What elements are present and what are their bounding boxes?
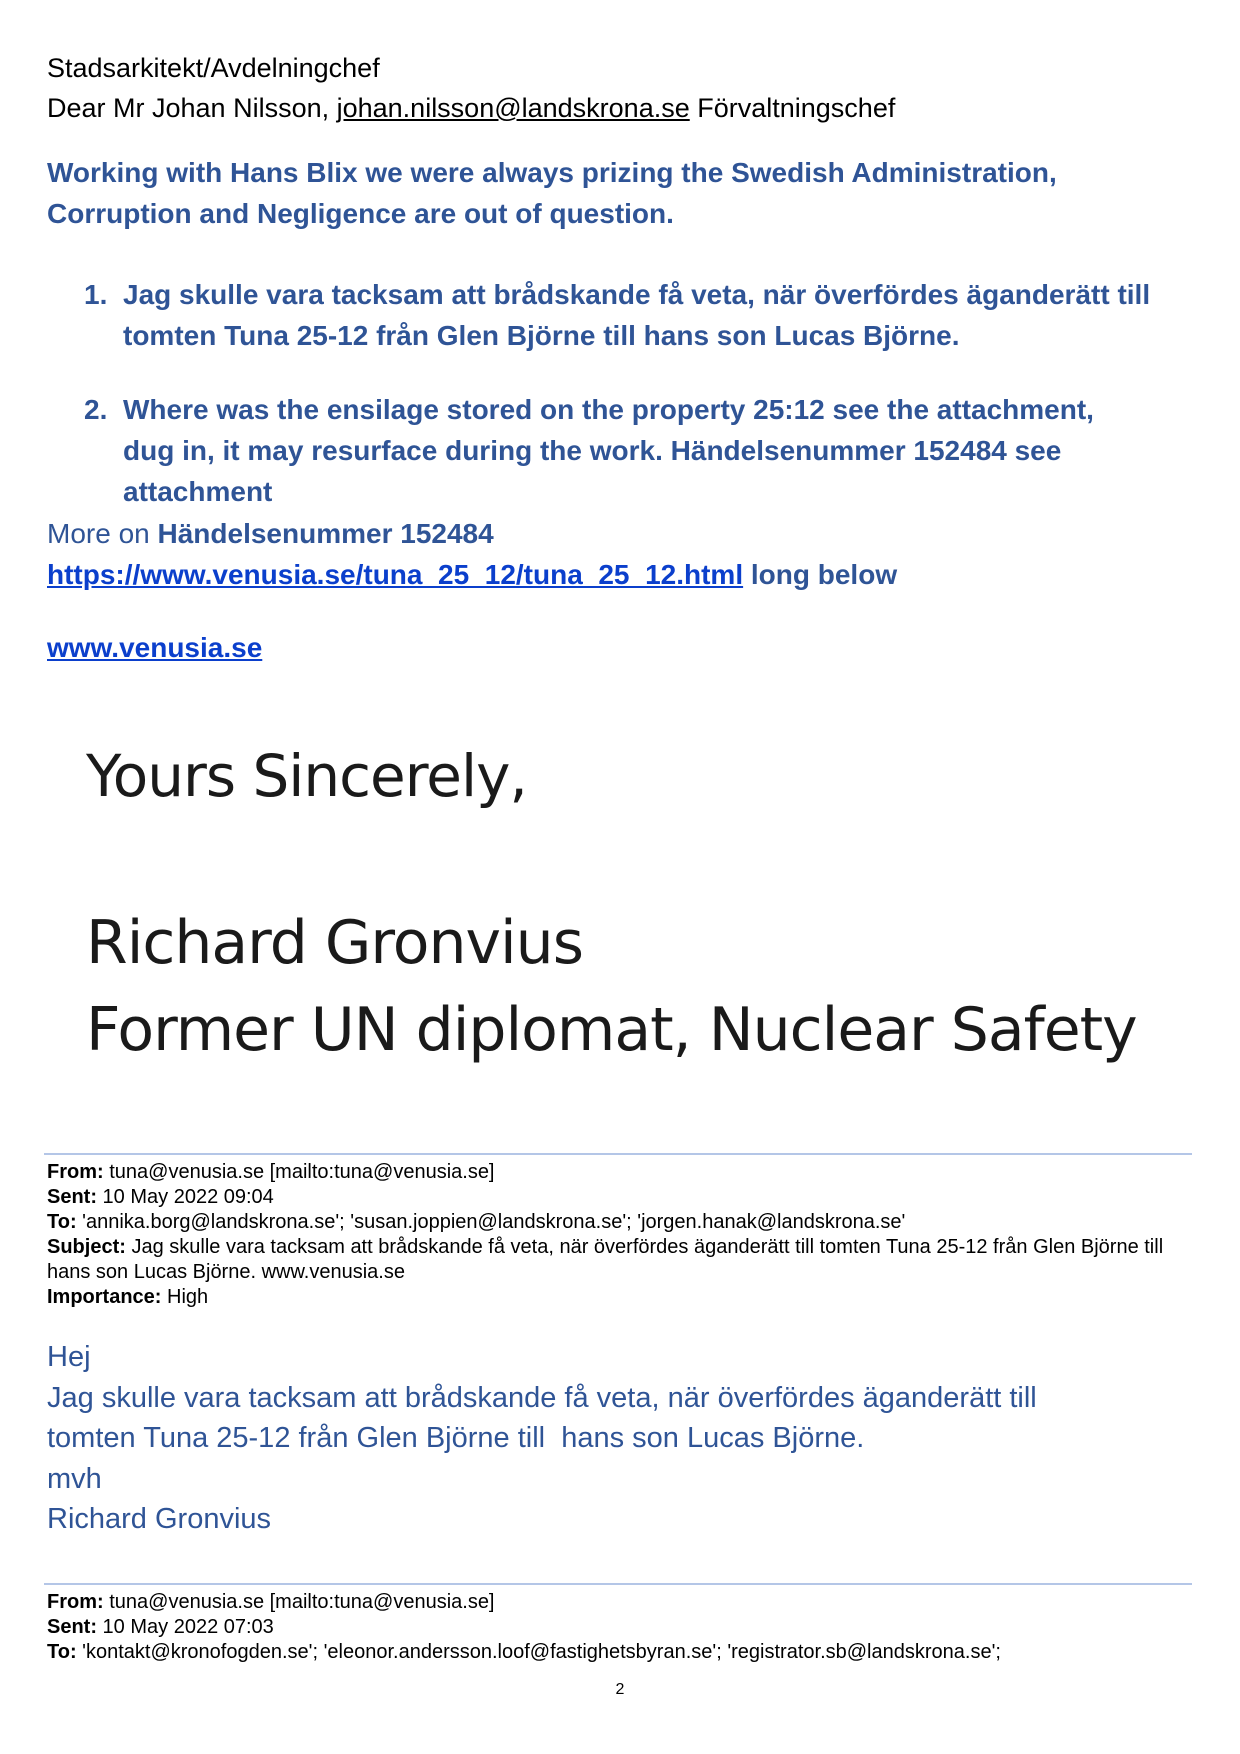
salutation-prefix: Dear Mr Johan Nilsson, (47, 93, 337, 123)
question-line: Where was the ensilage stored on the property 25:12 see the attachment, (123, 394, 1094, 425)
from-value: tuna@venusia.se [mailto:tuna@venusia.se] (103, 1161, 495, 1183)
salutation-suffix: Förvaltningschef (689, 93, 896, 123)
question-number: 1. (84, 279, 108, 310)
email-from-row (47, 1160, 1197, 1185)
importance-value: High (161, 1286, 209, 1308)
email-body-line: Jag skulle vara tacksam att brådskande få veta, när överfördes äganderätt till (47, 1381, 1037, 1414)
detail-link-suffix: long below (743, 559, 898, 590)
subject-label: Subject: (47, 1236, 126, 1258)
question-line: attachment (123, 476, 273, 507)
site-link-line (47, 627, 262, 668)
email-divider (44, 1153, 1192, 1155)
question-line: Jag skulle vara tacksam att brådskande få veta, när överfördes äganderätt till (123, 279, 1151, 310)
more-prefix: More on (47, 518, 158, 549)
sent-label: Sent: (47, 1186, 97, 1208)
intro-line: Corruption and Negligence are out of question. (47, 198, 674, 229)
recipient-title: Stadsarkitekt/Avdelningchef (47, 53, 380, 83)
email-body-line: mvh (47, 1462, 102, 1495)
to-label: To: (47, 1211, 77, 1233)
question-list (84, 274, 1204, 545)
detail-link-line (47, 554, 897, 595)
question-line: tomten Tuna 25-12 från Glen Björne till hans son Lucas Björne. (123, 320, 960, 351)
to-label: To: (47, 1641, 77, 1663)
email-body-line: Richard Gronvius (47, 1503, 272, 1535)
email-header (47, 1160, 1197, 1310)
sent-label: Sent: (47, 1616, 97, 1638)
incident-number: Händelsenummer 152484 (157, 518, 494, 549)
detail-page-link[interactable]: https://www.venusia.se/tuna_25_12/tuna_25_12.html (47, 559, 744, 590)
email-to-row (47, 1640, 1197, 1665)
website-link[interactable]: www.venusia.se (47, 632, 263, 663)
signature-name: Richard Gronvius (86, 908, 583, 978)
to-value: 'kontakt@kronofogden.se'; 'eleonor.andersson.loof@fastighetsbyran.se'; 'registrator.sb@landskrona.se'; (76, 1641, 1001, 1663)
from-value: tuna@venusia.se [mailto:tuna@venusia.se] (103, 1591, 495, 1613)
recipient-email-link[interactable]: johan.nilsson@landskrona.se (336, 93, 690, 123)
to-value: 'annika.borg@landskrona.se'; 'susan.joppien@landskrona.se'; 'jorgen.hanak@landskrona.se' (76, 1211, 906, 1233)
question-item (84, 389, 1204, 512)
subject-value: Jag skulle vara tacksam att brådskande få veta, när överfördes äganderätt till tomten Tuna 25-12 från Glen Björne till hans son Lucas Björne. www.venusia.se (47, 1236, 1164, 1283)
sent-value: 10 May 2022 07:03 (97, 1616, 274, 1638)
email-from-row (47, 1590, 1197, 1615)
email-body-line: Hej (47, 1341, 91, 1373)
salutation-line (47, 88, 895, 128)
question-number: 2. (84, 394, 108, 425)
email-sent-row (47, 1615, 1197, 1640)
email-subject-row (47, 1235, 1197, 1285)
email-body (47, 1337, 1197, 1540)
email-divider (44, 1583, 1192, 1585)
intro-line: Working with Hans Blix we were always prizing the Swedish Administration, (47, 157, 1057, 188)
email-importance-row (47, 1285, 1197, 1310)
email-header (47, 1590, 1197, 1665)
importance-label: Importance: (47, 1286, 162, 1308)
page-number: 2 (615, 1681, 625, 1698)
from-label: From: (47, 1161, 104, 1183)
more-info-line (47, 513, 494, 554)
email-body-line: tomten Tuna 25-12 från Glen Björne till hans son Lucas Björne. (47, 1422, 865, 1454)
intro-paragraph (47, 152, 1187, 234)
sent-value: 10 May 2022 09:04 (97, 1186, 274, 1208)
question-line: dug in, it may resurface during the work. Händelsenummer 152484 see (123, 435, 1062, 466)
email-to-row (47, 1210, 1197, 1235)
signature-title: Former UN diplomat, Nuclear Safety (86, 995, 1137, 1065)
from-label: From: (47, 1591, 104, 1613)
signature-closing: Yours Sincerely, (86, 742, 527, 810)
question-item (84, 274, 1204, 356)
email-sent-row (47, 1185, 1197, 1210)
